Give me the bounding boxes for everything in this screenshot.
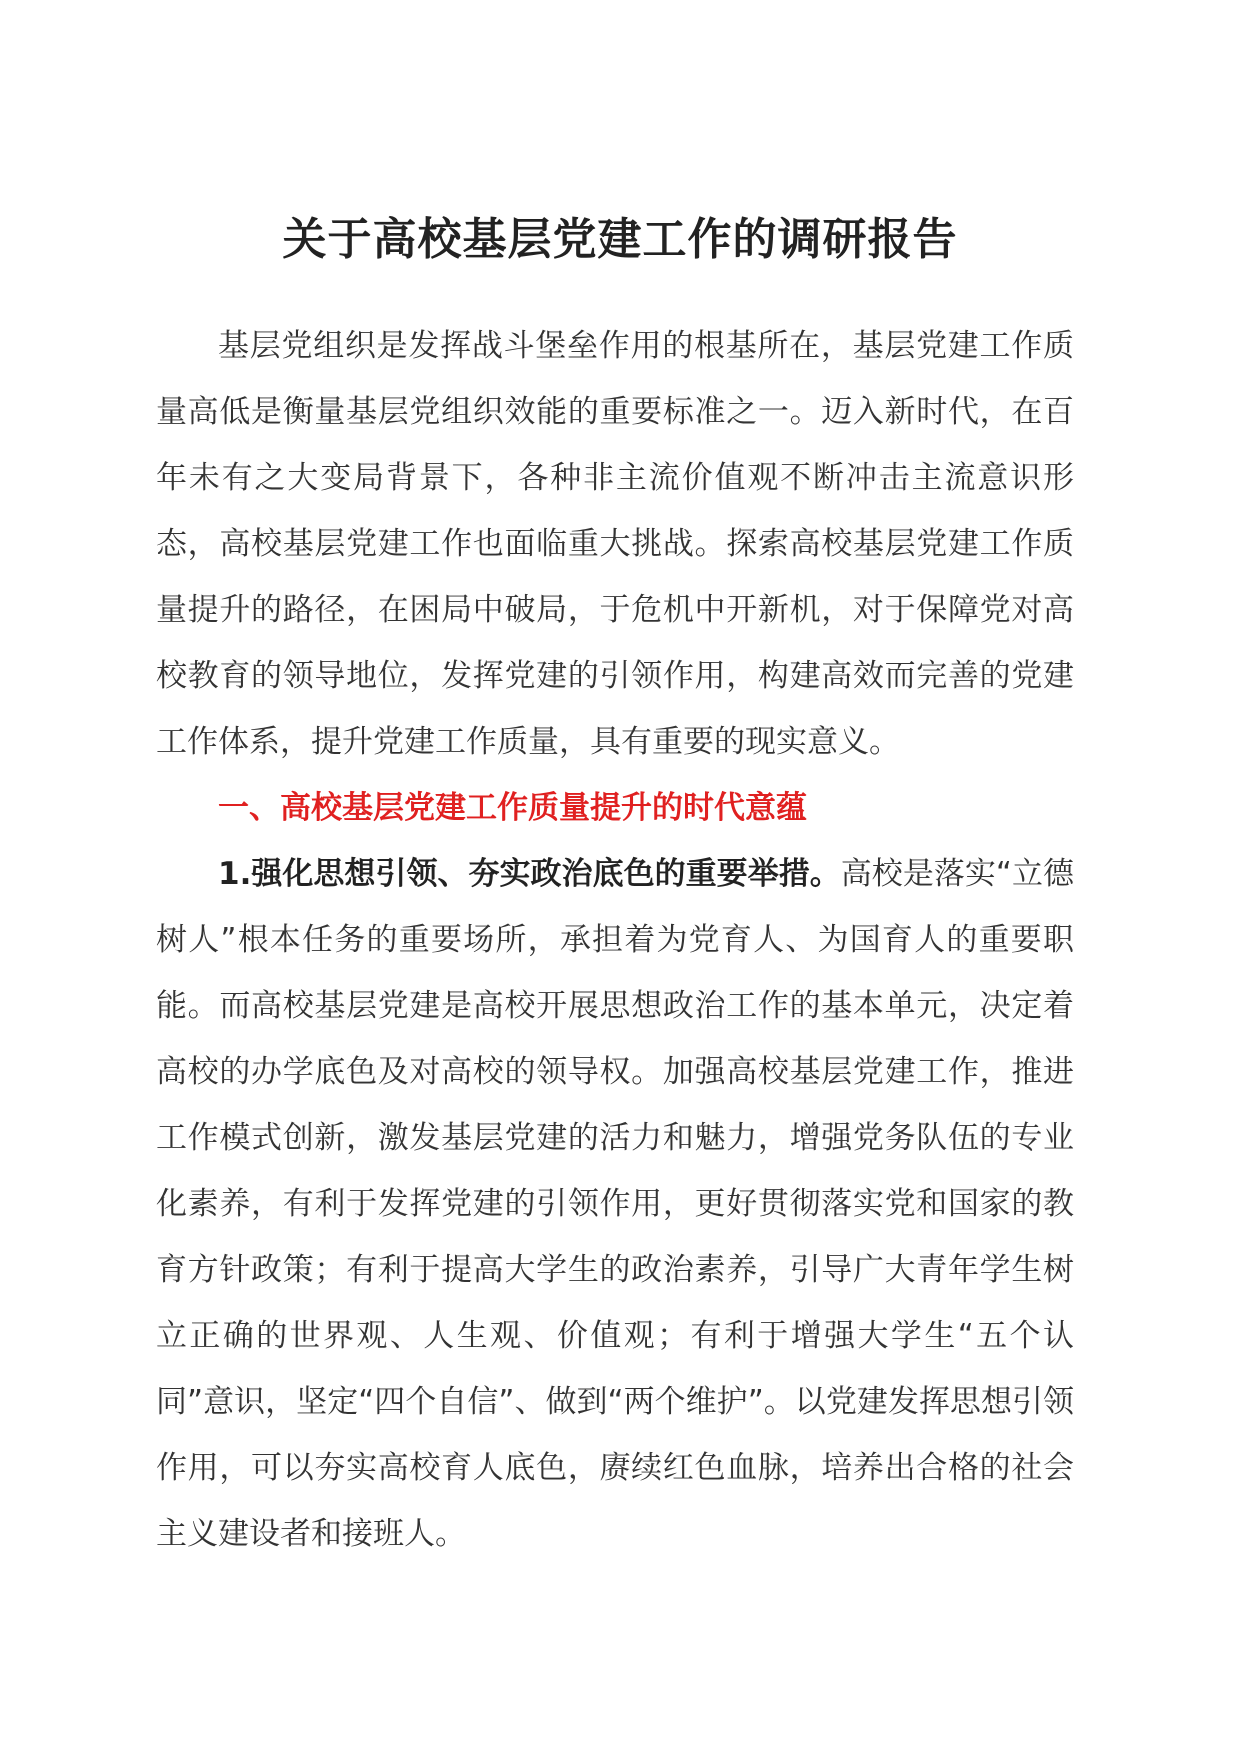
point-1-body: 高校是落实“立德树人”根本任务的重要场所，承担着为党育人、为国育人的重要职能。而高校基层党建是高校开展思想政治工作的基本单元，决定着高校的办学底色及对高校的领导权。加强高校基层党建工作，推进工作模式创新，激发基层党建的活力和魅力，增强党务队伍的专业化素养，有利于发挥党建的引领作用，更好贯彻落实党和国家的教育方针政策；有利于提高大学生的政治素养，引导广大青年学生树立正确的世界观、人生观、价值观；有利于增强大学生“五个认同”意识，坚定“四个自信”、做到“两个维护”。以党建发挥思想引领作用，可以夯实高校育人底色，赓续红色血脉，培养出合格的社会主义建设者和接班人。 (156, 856, 1074, 1552)
document-title: 关于高校基层党建工作的调研报告 (282, 214, 958, 265)
document-body (156, 313, 1074, 1567)
section-heading: 一、高校基层党建工作质量提升的时代意蕴 (218, 790, 807, 826)
intro-paragraph: 基层党组织是发挥战斗堡垒作用的根基所在，基层党建工作质量高低是衡量基层党组织效能的重要标准之一。迈入新时代，在百年未有之大变局背景下，各种非主流价值观不断冲击主流意识形态，高校基层党建工作也面临重大挑战。探索高校基层党建工作质量提升的路径，在困局中破局，于危机中开新机，对于保障党对高校教育的领导地位，发挥党建的引领作用，构建高效而完善的党建工作体系，提升党建工作质量，具有重要的现实意义。 (156, 328, 1074, 760)
point-1-paragraph (156, 841, 1074, 1567)
point-1-lead: 1.强化思想引领、夯实政治底色的重要举措。 (218, 856, 841, 892)
